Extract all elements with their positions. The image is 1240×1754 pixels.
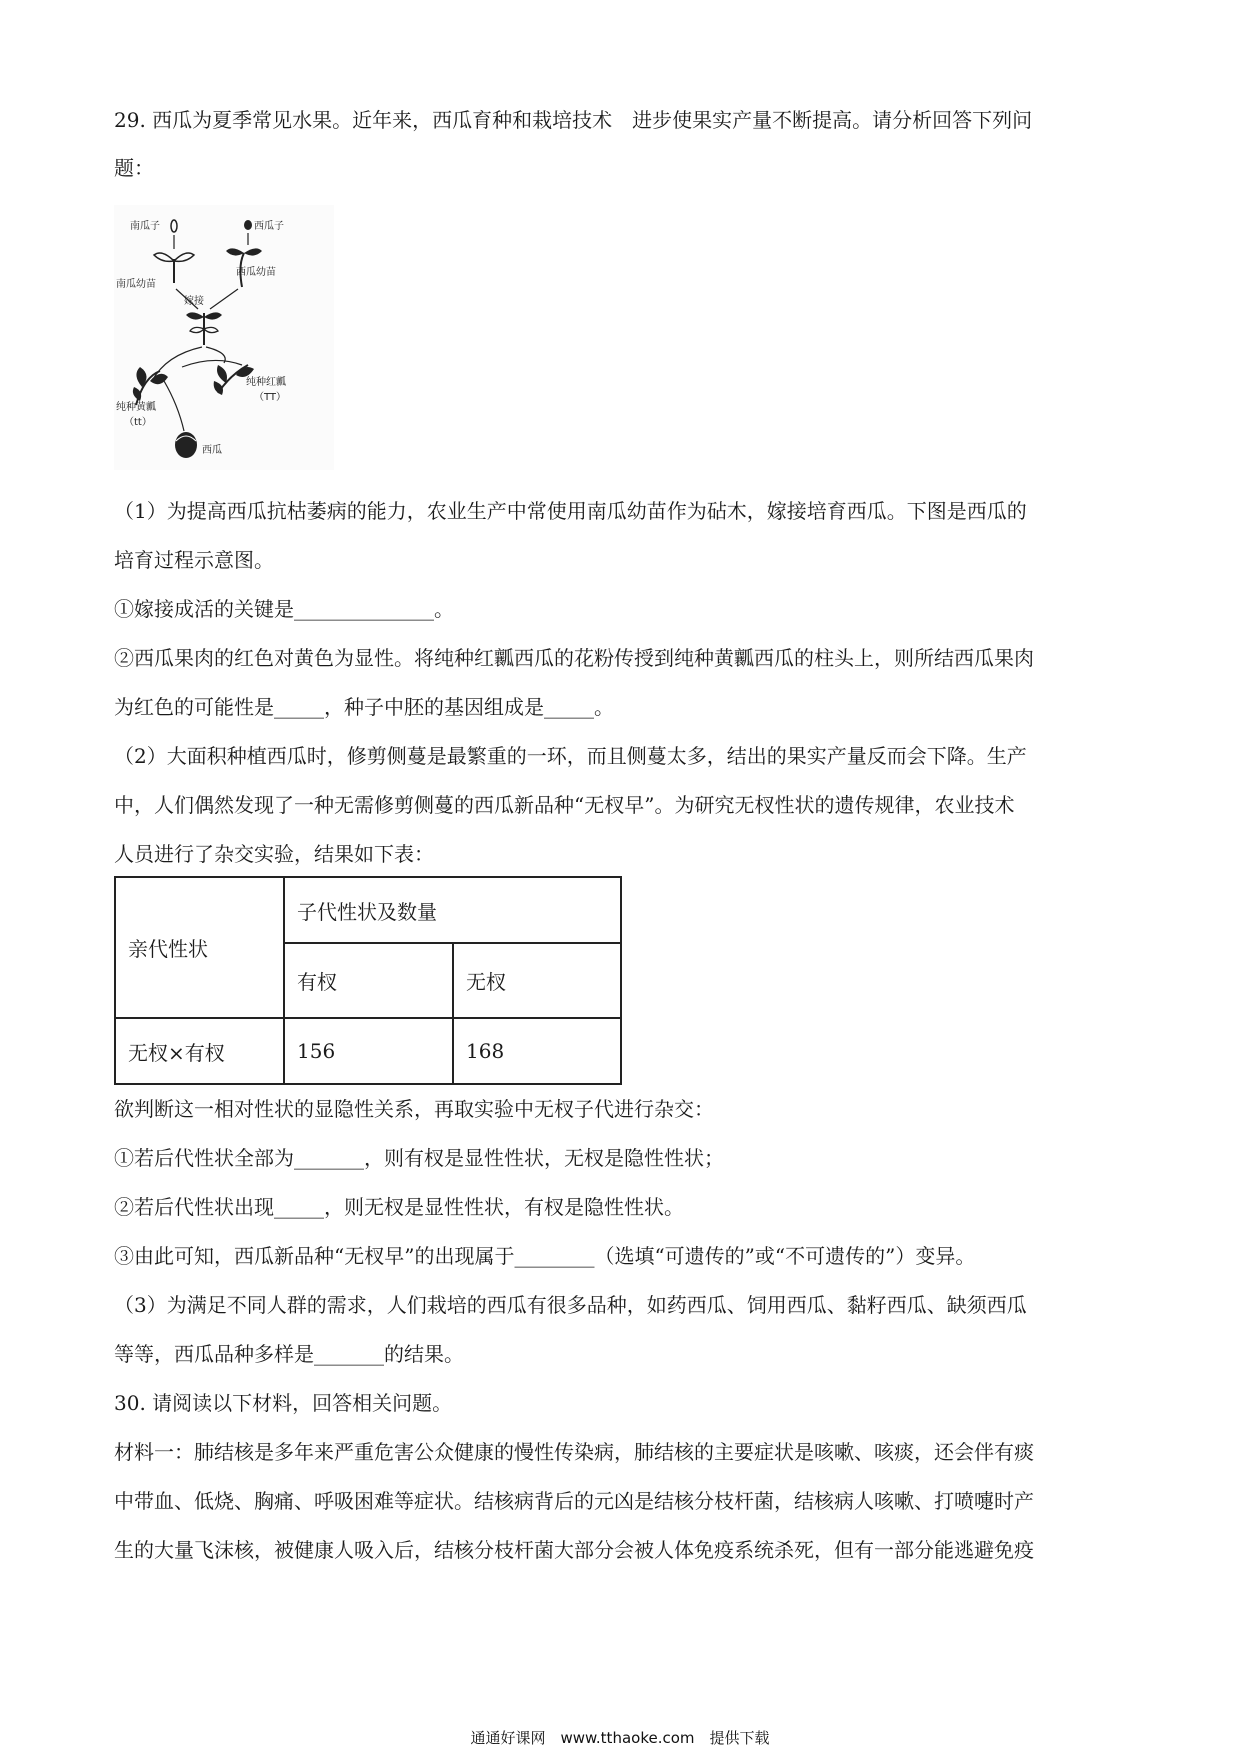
label-pure-yellow: 纯种黄瓤	[116, 402, 156, 413]
cell-unbranched-count: 168	[453, 1018, 621, 1084]
q29-part1-q1: ①嫁接成活的关键是______________。	[114, 597, 454, 621]
label-watermelon-seed: 西瓜子	[254, 221, 284, 232]
label-watermelon-fruit: 西瓜	[202, 445, 222, 456]
q30-title: 30. 请阅读以下材料，回答相关问题。	[114, 1391, 453, 1415]
q29-title-line2: 题：	[114, 156, 154, 180]
cell-branched-count: 156	[284, 1018, 453, 1084]
label-pure-yellow-genotype: （tt）	[124, 417, 152, 428]
page-footer: 通通好课网 www.tthaoke.com 提供下载	[470, 1729, 770, 1747]
col-unbranched-header: 无杈	[453, 943, 621, 1018]
q29-part1-q2-line1: ②西瓜果肉的红色对黄色为显性。将纯种红瓤西瓜的花粉传授到纯种黄瓤西瓜的柱头上，则所结西瓜果肉	[114, 646, 1034, 670]
q29-part3-line2: 等等，西瓜品种多样是_______的结果。	[114, 1342, 464, 1366]
grafting-diagram-svg	[114, 205, 334, 470]
grafting-diagram	[114, 205, 334, 470]
q29-part2-line3: 人员进行了杂交实验，结果如下表：	[114, 842, 434, 866]
q30-material1-line3: 生的大量飞沫核，被健康人吸入后，结核分枝杆菌大部分会被人体免疫系统杀死，但有一部分能逃避免疫	[114, 1538, 1034, 1562]
q30-material1-line1: 材料一：肺结核是多年来严重危害公众健康的慢性传染病，肺结核的主要症状是咳嗽、咳痰，还会伴有痰	[114, 1440, 1034, 1464]
hybrid-results-table	[114, 876, 622, 1085]
q29-part2-q3: ③由此可知，西瓜新品种“无杈早”的出现属于________（选填“可遗传的”或“不可遗传的”）变异。	[114, 1244, 976, 1268]
watermelon-seed-icon	[244, 220, 252, 230]
q29-part2-q2: ②若后代性状出现_____，则无杈是显性性状，有杈是隐性性状。	[114, 1195, 684, 1219]
label-pumpkin-seed: 南瓜子	[130, 221, 160, 232]
row-label-cross: 无杈×有杈	[115, 1018, 284, 1084]
q29-part3-line1: （3）为满足不同人群的需求，人们栽培的西瓜有很多品种，如药西瓜、饲用西瓜、黏籽西瓜、缺须西瓜	[114, 1293, 1027, 1317]
col-branched-header: 有杈	[284, 943, 453, 1018]
label-grafting: 嫁接	[184, 296, 204, 307]
label-pure-red-genotype: （TT）	[254, 392, 287, 403]
q29-part1-line2: 培育过程示意图。	[114, 548, 274, 572]
parent-trait-header: 亲代性状	[115, 877, 284, 1018]
q29-part2-line2: 中，人们偶然发现了一种无需修剪侧蔓的西瓜新品种“无杈早”。为研究无杈性状的遗传规律，农业技术	[114, 793, 1015, 817]
label-pumpkin-seedling: 南瓜幼苗	[116, 279, 156, 290]
table-header-row	[115, 877, 621, 943]
table-row	[115, 1018, 621, 1084]
offspring-trait-header: 子代性状及数量	[284, 877, 621, 943]
label-pure-red: 纯种红瓤	[246, 377, 286, 388]
label-watermelon-seedling: 西瓜幼苗	[236, 267, 276, 278]
q29-part2-line1: （2）大面积种植西瓜时，修剪侧蔓是最繁重的一环，而且侧蔓太多，结出的果实产量反而会下降。生产	[114, 744, 1027, 768]
q29-part1-q2-line2: 为红色的可能性是_____，种子中胚的基因组成是_____。	[114, 695, 614, 719]
watermelon-fruit-icon	[175, 432, 197, 458]
q30-material1-line2: 中带血、低烧、胸痛、呼吸困难等症状。结核病背后的元凶是结核分枝杆菌，结核病人咳嗽、打喷嚏时产	[114, 1489, 1034, 1513]
q29-part2-after-table: 欲判断这一相对性状的显隐性关系，再取实验中无杈子代进行杂交：	[114, 1097, 714, 1121]
q29-part2-q1: ①若后代性状全部为_______，则有杈是显性性状，无杈是隐性性状；	[114, 1146, 724, 1170]
q29-title-line1: 29. 西瓜为夏季常见水果。近年来，西瓜育种和栽培技术 进步使果实产量不断提高。请分析回答下列问	[114, 108, 1033, 132]
q29-part1-line1: （1）为提高西瓜抗枯萎病的能力，农业生产中常使用南瓜幼苗作为砧木，嫁接培育西瓜。下图是西瓜的	[114, 499, 1027, 523]
